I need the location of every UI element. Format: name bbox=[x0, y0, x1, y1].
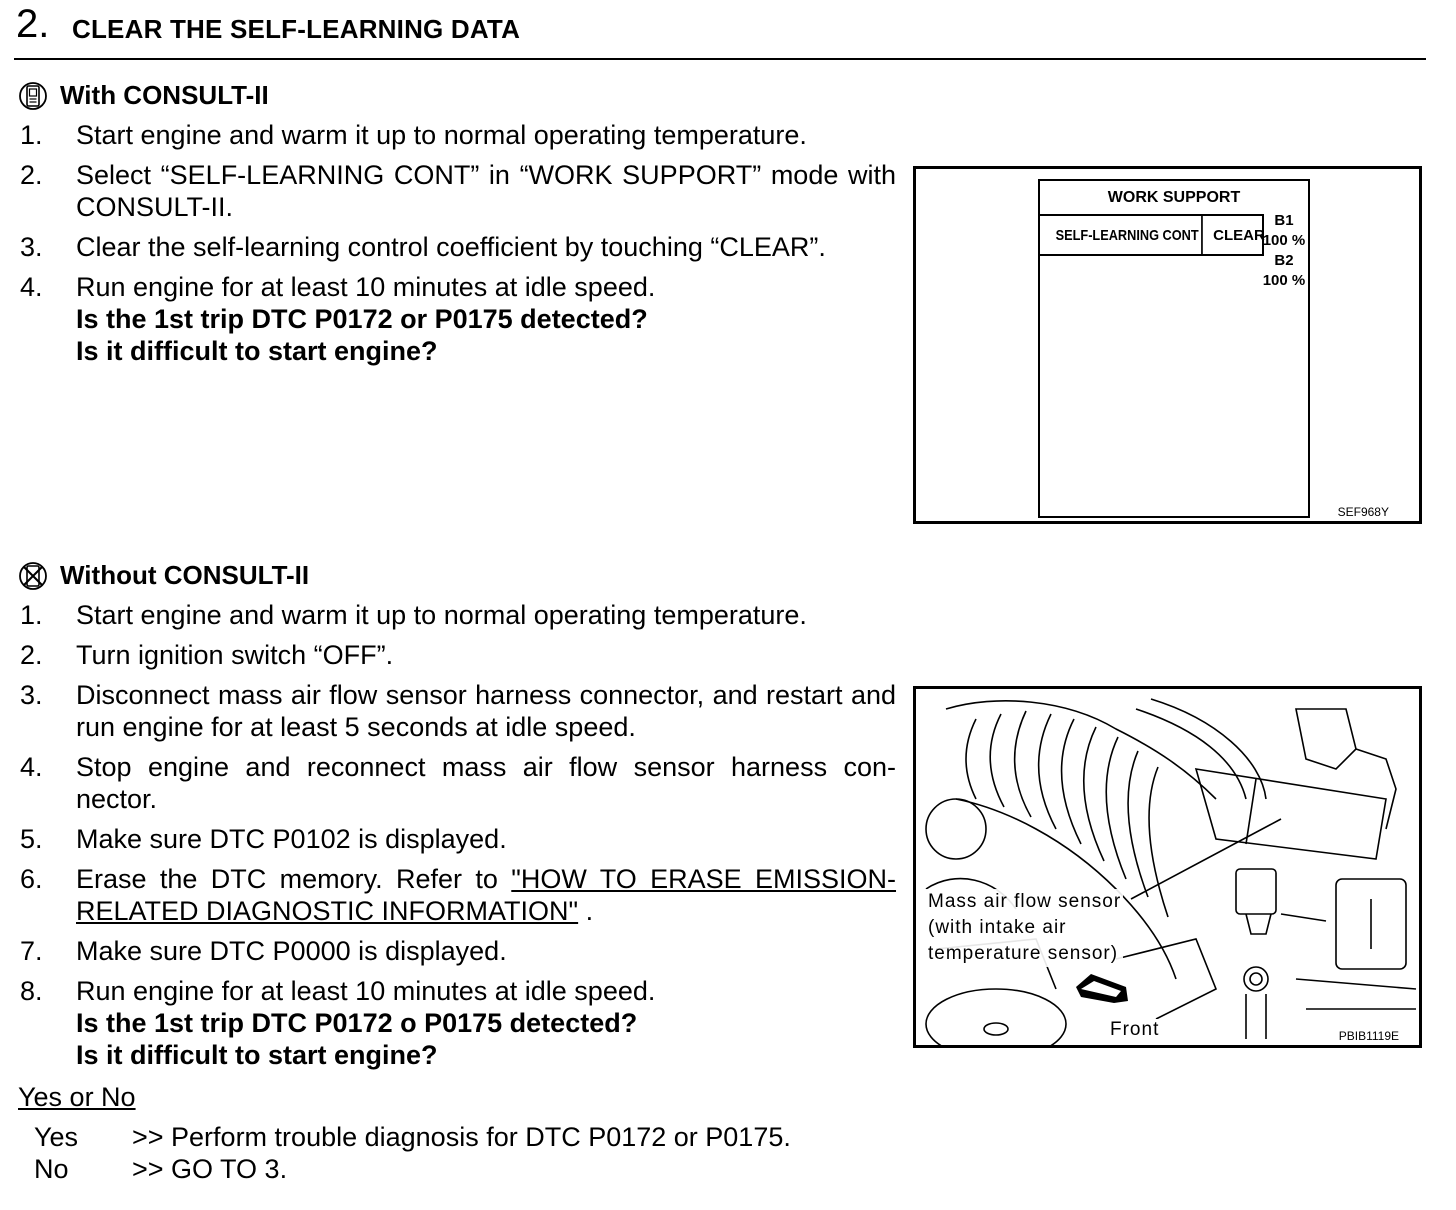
work-support-title: WORK SUPPORT bbox=[1107, 189, 1241, 206]
with-consult-heading bbox=[18, 80, 269, 111]
list-item: 4. Run engine for at least 10 minutes at idle speed. Is the 1st trip DTC P0172 or P0175 detected? Is it difficult to start engine? bbox=[18, 271, 896, 367]
list-item: 1. Start engine and warm it up to normal operating temperature. bbox=[20, 600, 807, 630]
question-start: Is it difficult to start engine? bbox=[76, 336, 438, 366]
list-item: 1. Start engine and warm it up to normal operating temperature. bbox=[20, 120, 807, 150]
b2-label: B2 bbox=[1274, 252, 1294, 269]
with-consult-steps bbox=[18, 119, 896, 375]
no-action: >> GO TO 3. bbox=[132, 1154, 288, 1184]
without-consult-heading bbox=[18, 560, 309, 591]
step-number: 2. bbox=[16, 2, 50, 46]
erase-dtc-link[interactable]: "HOW TO ERASE EMISSION-RELATED DIAGNOSTIC INFORMATION" bbox=[76, 864, 897, 926]
step-header bbox=[14, 2, 1426, 60]
list-item: 2. Select “SELF-LEARNING CONT” in “WORK SUPPORT” mode with CONSULT-II. bbox=[20, 160, 896, 222]
engine-bay-illustration bbox=[916, 689, 1419, 1045]
list-item: 3. Disconnect mass air flow sensor harness connector, and restart and run engine for at least 5 seconds at idle speed. bbox=[20, 680, 896, 742]
step-title: CLEAR THE SELF-LEARNING DATA bbox=[72, 14, 521, 44]
consult-icon bbox=[18, 81, 48, 111]
self-learning-item: SELF-LEARNING CONT bbox=[1053, 216, 1203, 254]
list-item: 5. Make sure DTC P0102 is displayed. bbox=[20, 824, 507, 854]
yes-no-heading: Yes or No bbox=[18, 1082, 136, 1112]
list-item: 4. Stop engine and reconnect mass air flow sensor harness con-nector. bbox=[20, 752, 896, 814]
question-dtc: Is the 1st trip DTC P0172 or P0175 detected? bbox=[76, 304, 648, 334]
maf-sensor-callout: Mass air flow sensor (with intake air temperature sensor) bbox=[926, 889, 1123, 967]
with-consult-label: With CONSULT-II bbox=[60, 80, 269, 110]
figure-code: SEF968Y bbox=[1337, 505, 1389, 519]
clear-button: CLEAR bbox=[1213, 226, 1265, 244]
list-item: 3. Clear the self-learning control coefficient by touching “CLEAR”. bbox=[20, 232, 826, 262]
list-item: 6. Erase the DTC memory. Refer to "HOW TO ERASE EMISSION-RELATED DIAGNOSTIC INFORMATION" . bbox=[20, 864, 897, 926]
b1-value: 100 % bbox=[1262, 232, 1306, 249]
maf-sensor-figure bbox=[913, 686, 1422, 1048]
no-consult-icon bbox=[18, 561, 48, 591]
no-label: No bbox=[34, 1154, 69, 1184]
question-start: Is it difficult to start engine? bbox=[76, 1040, 438, 1070]
yes-label: Yes bbox=[34, 1122, 79, 1152]
list-item: 2. Turn ignition switch “OFF”. bbox=[20, 640, 394, 670]
without-consult-steps bbox=[18, 599, 896, 1079]
figure-code: PBIB1119E bbox=[1338, 1029, 1399, 1043]
list-item: 7. Make sure DTC P0000 is displayed. bbox=[20, 936, 507, 966]
work-support-row bbox=[1038, 214, 1264, 256]
b2-value: 100 % bbox=[1262, 272, 1306, 289]
b1-label: B1 bbox=[1274, 212, 1294, 229]
consult-screen-figure bbox=[913, 166, 1422, 524]
yes-action: >> Perform trouble diagnosis for DTC P0172 or P0175. bbox=[132, 1122, 791, 1152]
without-consult-label: Without CONSULT-II bbox=[60, 560, 310, 590]
bank-values bbox=[1258, 211, 1310, 291]
list-item: 8. Run engine for at least 10 minutes at idle speed. Is the 1st trip DTC P0172 o P0175 detected? Is it difficult to start engine? bbox=[18, 975, 896, 1071]
question-dtc: Is the 1st trip DTC P0172 o P0175 detected? bbox=[76, 1008, 638, 1038]
front-label: Front bbox=[1110, 1019, 1160, 1040]
